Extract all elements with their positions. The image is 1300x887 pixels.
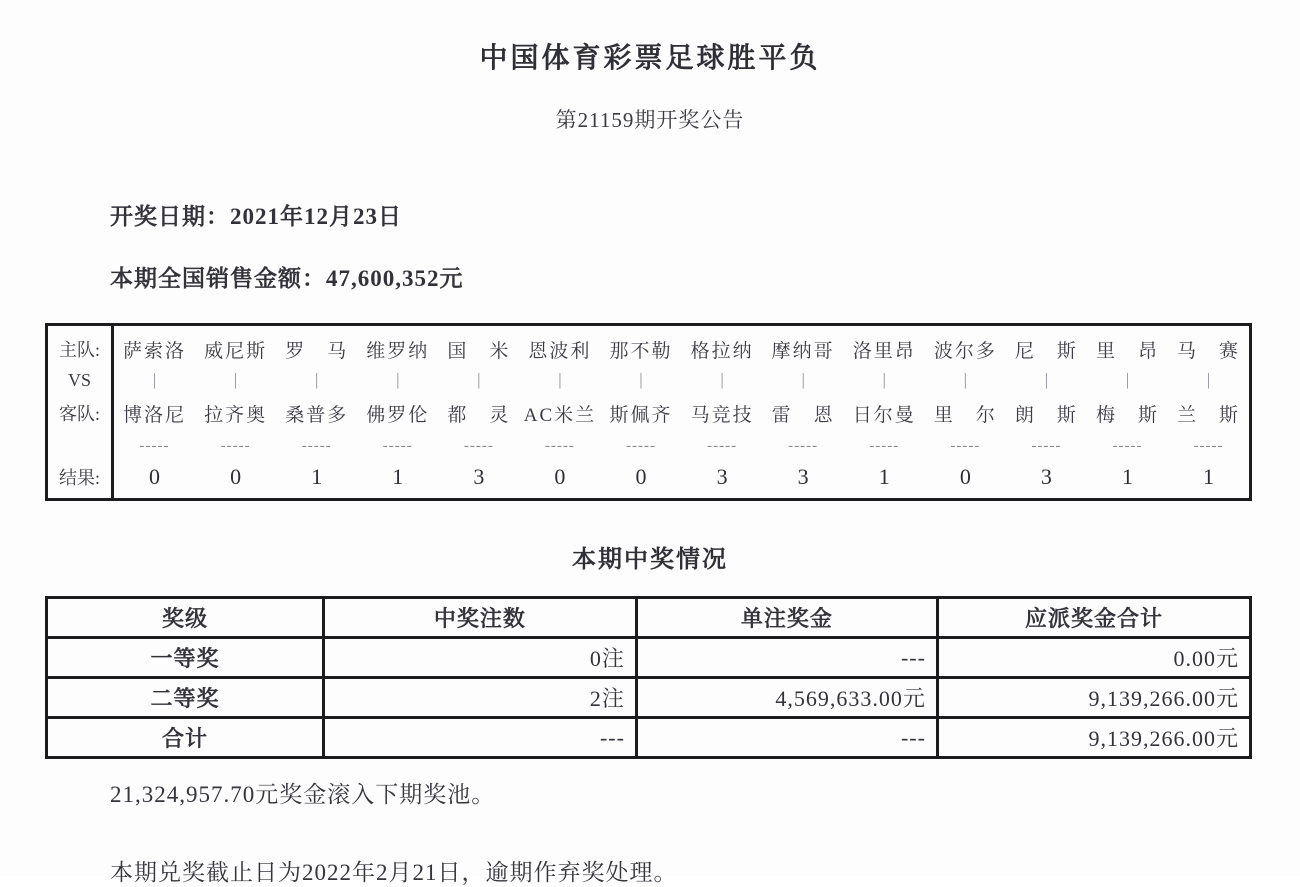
separator-dashes: ----- <box>1193 437 1224 454</box>
match-result: 1 <box>392 464 404 489</box>
match-column-5 <box>438 326 519 498</box>
match-result: 0 <box>554 464 566 489</box>
vs-connector: | <box>233 370 238 389</box>
match-result: 3 <box>473 464 485 489</box>
home-team: 波尔多 <box>933 340 997 362</box>
home-team: 摩纳哥 <box>771 340 835 362</box>
separator-dashes: ----- <box>301 437 332 454</box>
home-team: 那不勒 <box>609 340 673 362</box>
match-result: 3 <box>716 464 728 489</box>
match-column-8 <box>682 326 763 498</box>
vs-connector: | <box>558 370 562 389</box>
away-team: 都 灵 <box>447 404 511 426</box>
match-column-4 <box>357 326 438 498</box>
match-column-7 <box>600 326 681 498</box>
match-result: 0 <box>149 464 161 489</box>
vs-connector: | <box>801 370 805 389</box>
away-row-label: 客队: <box>58 404 100 424</box>
separator-dashes: ----- <box>382 437 413 454</box>
away-team: 桑普多 <box>285 404 349 426</box>
away-team: 里 尔 <box>933 404 997 426</box>
row-labels-column <box>48 326 114 498</box>
header-winning-bets: 中奖注数 <box>323 598 636 638</box>
rollover-note: 21,324,957.70元奖金滚入下期奖池。 <box>110 782 496 807</box>
match-column-9 <box>763 326 844 498</box>
issue-subtitle: 第21159期开奖公告 <box>555 108 745 132</box>
vs-connector: | <box>963 370 968 389</box>
match-column-10 <box>844 326 925 498</box>
away-team: 马竞技 <box>690 404 754 426</box>
home-team: 罗 马 <box>285 340 349 362</box>
match-column-1 <box>114 326 195 498</box>
match-result: 1 <box>1203 464 1215 489</box>
prize-row-first <box>47 638 1251 678</box>
page-title: 中国体育彩票足球胜平负 <box>479 43 821 74</box>
away-team: 朗 斯 <box>1014 404 1078 426</box>
separator-dashes: ----- <box>544 437 575 454</box>
single-prize: --- <box>636 638 937 678</box>
match-result: 3 <box>797 464 809 489</box>
away-team: 拉齐奥 <box>204 404 268 426</box>
separator-dashes: ----- <box>220 437 251 454</box>
separator-dashes: ----- <box>1112 437 1143 454</box>
total-prize: 0.00元 <box>937 638 1250 678</box>
match-results-table <box>45 323 1252 501</box>
match-result: 0 <box>635 464 647 489</box>
separator-dashes: ----- <box>707 437 738 454</box>
home-team: 里 昂 <box>1095 340 1159 362</box>
vs-connector: | <box>152 370 157 389</box>
separator-dashes: ----- <box>950 437 981 454</box>
total-prize: 9,139,266.00元 <box>937 678 1250 718</box>
match-column-13 <box>1087 326 1168 498</box>
vs-connector: | <box>1206 370 1211 389</box>
vs-connector: | <box>1044 370 1049 389</box>
prize-level: 二等奖 <box>47 678 324 718</box>
away-team: 博洛尼 <box>123 404 187 426</box>
away-team: 梅 斯 <box>1095 404 1159 426</box>
prize-level: 合计 <box>47 718 324 758</box>
vs-connector: | <box>1125 370 1130 389</box>
separator-dashes: ----- <box>788 437 819 454</box>
home-team: 威尼斯 <box>204 340 268 362</box>
match-column-14 <box>1168 326 1249 498</box>
home-row-label: 主队: <box>58 340 100 360</box>
result-row-label: 结果: <box>58 468 100 488</box>
home-team: 马 赛 <box>1177 340 1241 362</box>
single-prize: 4,569,633.00元 <box>636 678 937 718</box>
match-result: 0 <box>959 464 971 489</box>
home-team: 格拉纳 <box>690 340 754 362</box>
match-column-2 <box>195 326 276 498</box>
separator-dashes: ----- <box>1031 437 1062 454</box>
sales-amount-line: 本期全国销售金额：47,600,352元 <box>110 266 464 291</box>
prize-header-row <box>47 598 1251 638</box>
away-team: 雷 恩 <box>771 404 835 426</box>
vs-row-label: VS <box>67 369 91 390</box>
vs-connector: | <box>639 370 643 389</box>
winning-bets: 0注 <box>323 638 636 678</box>
vs-connector: | <box>314 370 319 389</box>
match-result: 1 <box>311 464 323 489</box>
total-prize: 9,139,266.00元 <box>937 718 1250 758</box>
separator-dashes: ----- <box>869 437 900 454</box>
match-column-11 <box>925 326 1006 498</box>
separator-dashes: ----- <box>139 437 170 454</box>
away-team: 日尔曼 <box>852 404 916 426</box>
away-team: 佛罗伦 <box>366 404 430 426</box>
match-result: 1 <box>1121 464 1133 489</box>
separator-dashes: ----- <box>626 437 656 454</box>
match-result: 3 <box>1040 464 1052 489</box>
match-column-6 <box>519 326 600 498</box>
home-team: 国 米 <box>447 340 511 362</box>
home-team: 维罗纳 <box>366 340 430 362</box>
vs-connector: | <box>720 370 724 389</box>
single-prize: --- <box>636 718 937 758</box>
prize-level: 一等奖 <box>47 638 324 678</box>
redeem-deadline-note: 本期兑奖截止日为2022年2月21日，逾期作弃奖处理。 <box>110 860 678 885</box>
match-result: 0 <box>230 464 242 489</box>
home-team: 恩波利 <box>528 340 592 362</box>
prize-row-second <box>47 678 1251 718</box>
separator-dashes: ----- <box>463 437 494 454</box>
prize-table <box>45 596 1252 759</box>
away-team: 斯佩齐 <box>609 404 673 426</box>
home-team: 萨索洛 <box>123 340 187 362</box>
match-column-12 <box>1006 326 1087 498</box>
winning-bets: --- <box>323 718 636 758</box>
home-team: 洛里昂 <box>852 340 916 362</box>
home-team: 尼 斯 <box>1014 340 1078 362</box>
prize-section-title: 本期中奖情况 <box>572 547 728 573</box>
winning-bets: 2注 <box>323 678 636 718</box>
separator-row-label <box>48 432 111 460</box>
prize-row-total <box>47 718 1251 758</box>
match-column-3 <box>276 326 357 498</box>
away-team: AC米兰 <box>523 404 597 426</box>
header-total-prize: 应派奖金合计 <box>937 598 1250 638</box>
header-single-prize: 单注奖金 <box>636 598 937 638</box>
away-team: 兰 斯 <box>1177 404 1241 426</box>
match-result: 1 <box>878 464 890 489</box>
vs-connector: | <box>882 370 886 389</box>
draw-date-line: 开奖日期：2021年12月23日 <box>110 204 402 229</box>
header-prize-level: 奖级 <box>47 598 324 638</box>
vs-connector: | <box>396 370 400 389</box>
vs-connector: | <box>477 370 481 389</box>
